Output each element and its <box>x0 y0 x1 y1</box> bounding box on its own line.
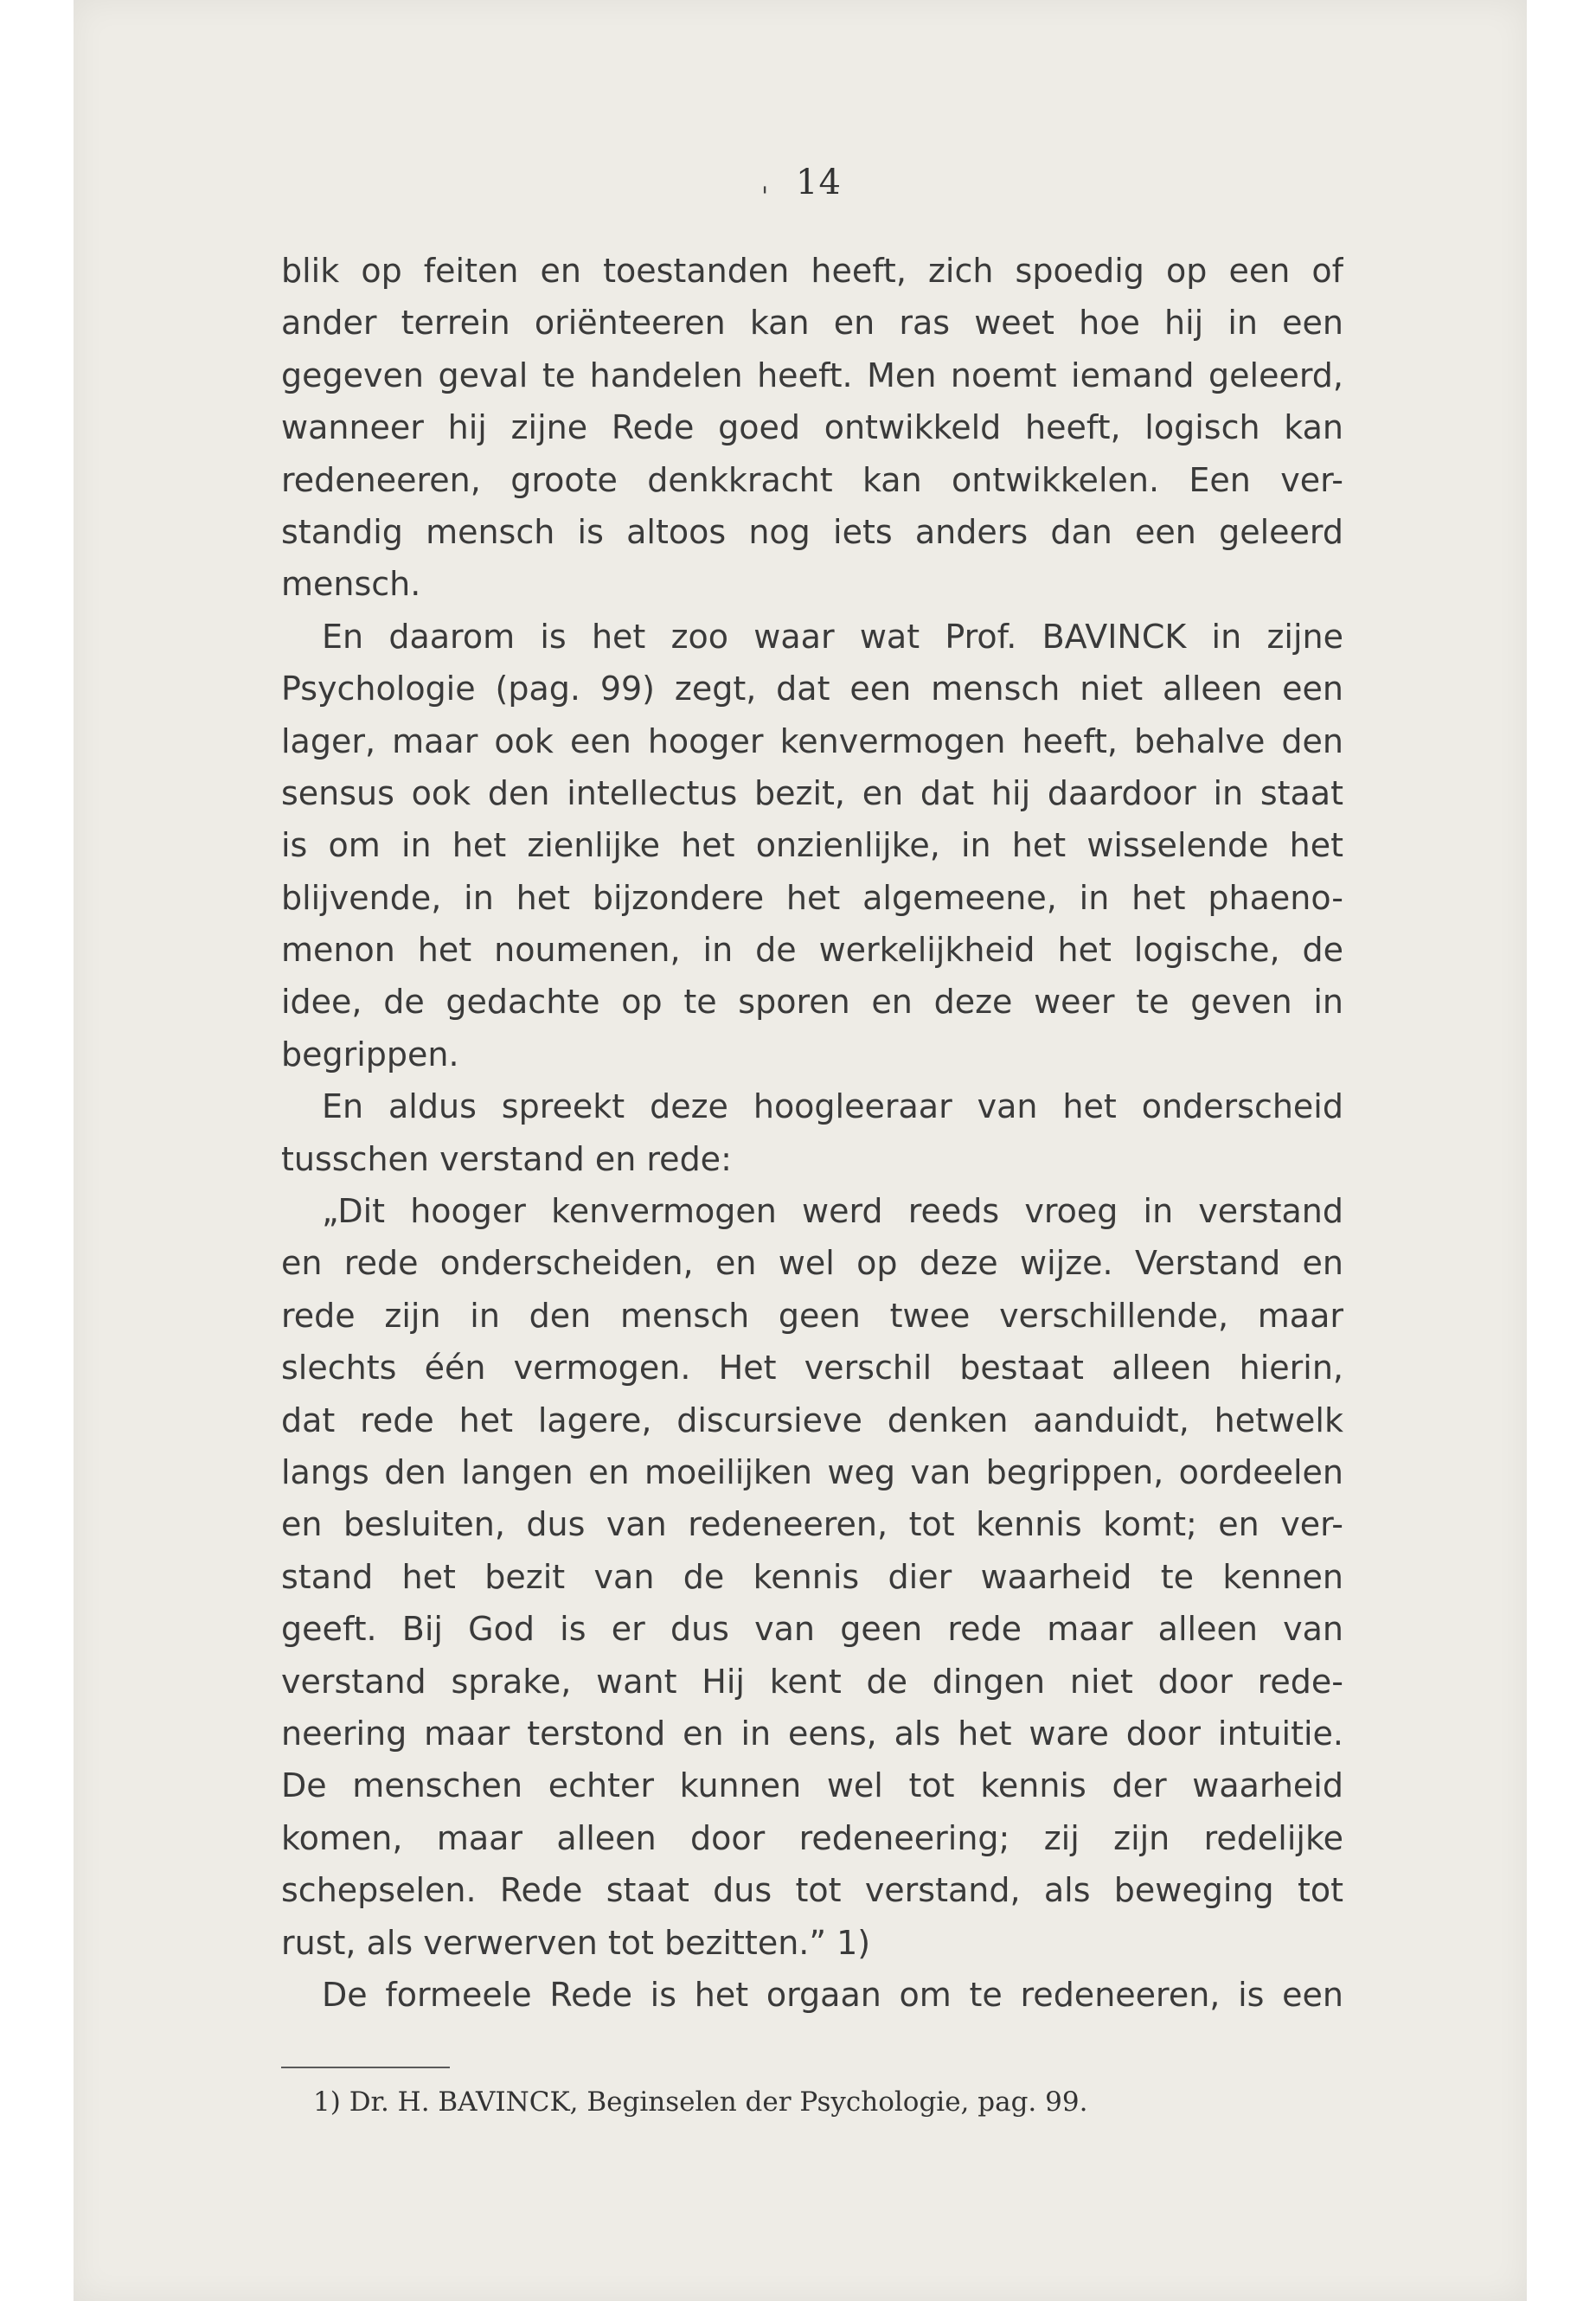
text-line: neering maar terstond en in eens, als het ware door intuitie. <box>281 1714 1343 1753</box>
text-line: blijvende, in het bijzondere het algemeene, in het phaeno- <box>281 878 1343 917</box>
body-text <box>281 245 1343 2021</box>
text-line: De formeele Rede is het orgaan om te redeneeren, is een <box>322 1975 1343 2014</box>
footnote-marker: 1) <box>313 2086 341 2118</box>
text-line: lager, maar ook een hooger kenvermogen heeft, behalve den <box>281 721 1343 760</box>
text-line: wanneer hij zijne Rede goed ontwikkeld heeft, logisch kan <box>281 408 1343 447</box>
text-line: dat rede het lagere, discursieve denken aanduidt, hetwelk <box>281 1400 1343 1439</box>
text-line: rede zijn in den mensch geen twee verschillende, maar <box>281 1296 1343 1335</box>
footnote-text: Dr. H. BAVINCK, Beginselen der Psychologie, pag. 99. <box>349 2086 1088 2118</box>
text-line: begrippen. <box>281 1035 459 1074</box>
text-line: menon het noumenen, in de werkelijkheid het logische, de <box>281 931 1343 970</box>
text-line: blik op feiten en toestanden heeft, zich spoedig op een of <box>281 252 1343 290</box>
text-line: schepselen. Rede staat dus tot verstand, als beweging tot <box>281 1871 1343 1910</box>
page-mark: ' <box>761 182 770 212</box>
page-number-value: 14 <box>796 163 842 202</box>
text-line: standig mensch is altoos nog iets anders dan een geleerd <box>281 512 1343 551</box>
text-line: „Dit hooger kenvermogen werd reeds vroeg in verstand <box>322 1192 1343 1231</box>
footnote <box>313 2086 1087 2118</box>
page-number <box>761 163 842 212</box>
text-line: en besluiten, dus van redeneeren, tot kennis komt; en ver- <box>281 1505 1343 1544</box>
text-line: En daarom is het zoo waar wat Prof. BAVINCK in zijne <box>322 617 1343 656</box>
text-line: slechts één vermogen. Het verschil bestaat alleen hierin, <box>281 1349 1343 1388</box>
text-line: en rede onderscheiden, en wel op deze wijze. Verstand en <box>281 1244 1343 1283</box>
text-line: gegeven geval te handelen heeft. Men noemt iemand geleerd, <box>281 356 1343 394</box>
text-line: sensus ook den intellectus bezit, en dat hij daardoor in staat <box>281 773 1343 812</box>
text-line: redeneeren, groote denkkracht kan ontwikkelen. Een ver- <box>281 460 1343 499</box>
text-line: De menschen echter kunnen wel tot kennis der waarheid <box>281 1766 1343 1805</box>
text-line: langs den langen en moeilijken weg van begrippen, oordeelen <box>281 1452 1343 1491</box>
text-line: idee, de gedachte op te sporen en deze weer te geven in <box>281 983 1343 1022</box>
text-line: Psychologie (pag. 99) zegt, dat een mensch niet alleen een <box>281 670 1343 708</box>
text-line: tusschen verstand en rede: <box>281 1139 732 1178</box>
text-line: ander terrein oriënteeren kan en ras weet hoe hij in een <box>281 304 1343 343</box>
text-line: komen, maar alleen door redeneering; zij zijn redelijke <box>281 1818 1343 1857</box>
text-line: geeft. Bij God is er dus van geen rede maar alleen van <box>281 1610 1343 1649</box>
text-line: mensch. <box>281 565 421 604</box>
text-line: rust, als verwerven tot bezitten.” 1) <box>281 1923 871 1962</box>
text-line: verstand sprake, want Hij kent de dingen niet door rede- <box>281 1662 1343 1701</box>
text-line: stand het bezit van de kennis dier waarheid te kennen <box>281 1557 1343 1596</box>
footnote-divider <box>281 2067 450 2068</box>
text-line: is om in het zienlijke het onzienlijke, in het wisselende het <box>281 826 1343 865</box>
text-line: En aldus spreekt deze hoogleeraar van het onderscheid <box>322 1087 1343 1126</box>
